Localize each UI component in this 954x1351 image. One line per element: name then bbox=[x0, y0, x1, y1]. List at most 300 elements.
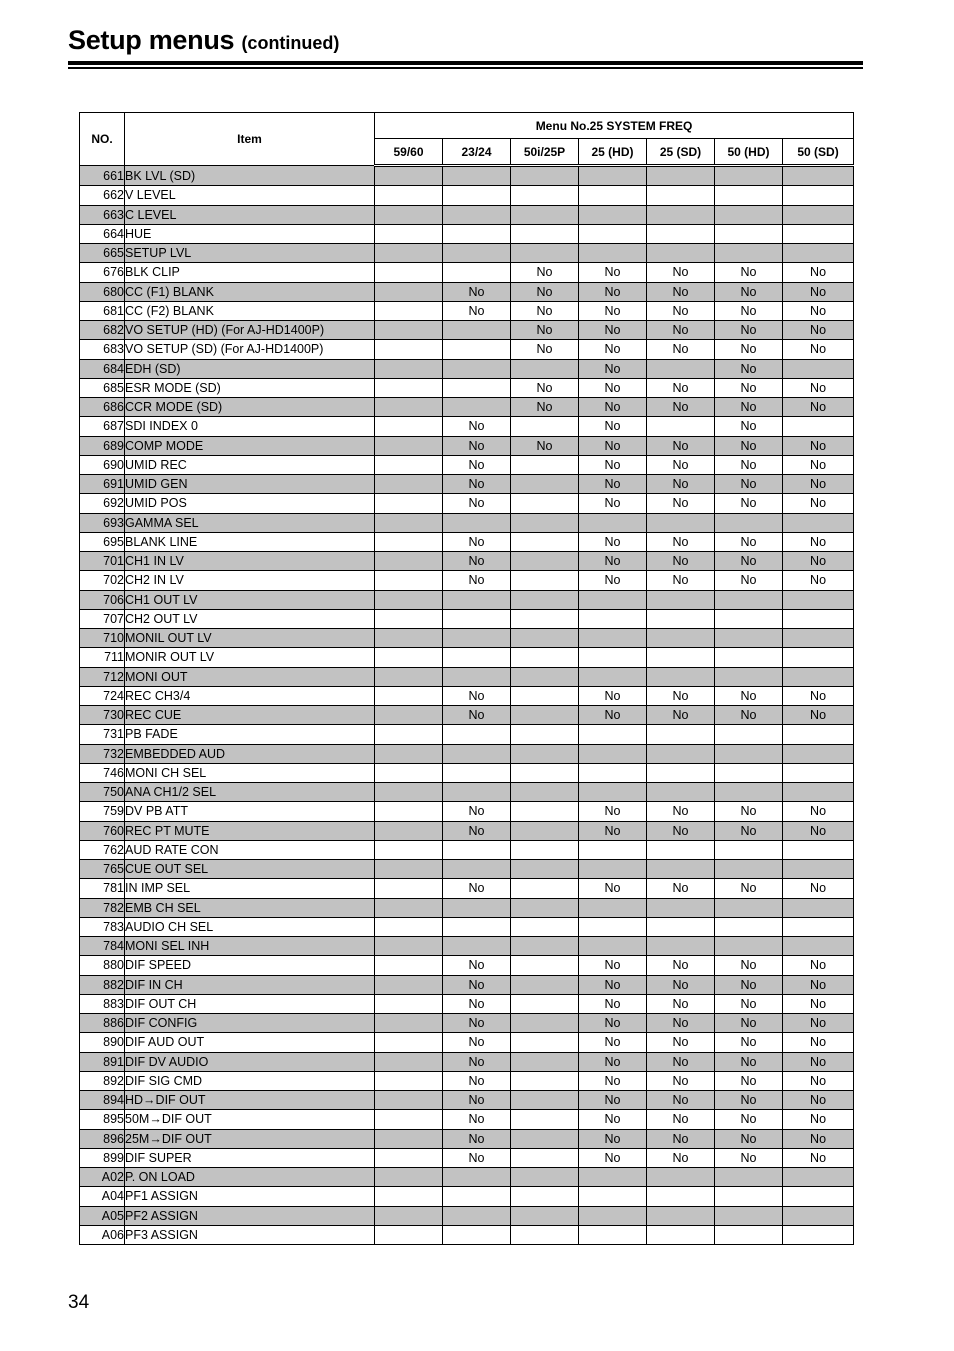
table-row bbox=[80, 725, 854, 744]
row-value bbox=[783, 166, 854, 186]
row-number: 883 bbox=[80, 994, 125, 1013]
row-number: 782 bbox=[80, 898, 125, 917]
table-row bbox=[80, 937, 854, 956]
row-value: No bbox=[579, 263, 647, 282]
row-number: A02 bbox=[80, 1168, 125, 1187]
row-value bbox=[715, 898, 783, 917]
row-value bbox=[715, 860, 783, 879]
row-number: 687 bbox=[80, 417, 125, 436]
row-value bbox=[511, 1225, 579, 1244]
table-row bbox=[80, 398, 854, 417]
row-value bbox=[783, 205, 854, 224]
row-value: No bbox=[715, 301, 783, 320]
row-item: DIF AUD OUT bbox=[125, 1033, 375, 1052]
row-value: No bbox=[783, 282, 854, 301]
row-value: No bbox=[647, 802, 715, 821]
row-value bbox=[511, 1206, 579, 1225]
row-value: No bbox=[715, 359, 783, 378]
table-row bbox=[80, 898, 854, 917]
row-value bbox=[443, 166, 511, 186]
row-value bbox=[375, 186, 443, 205]
row-value: No bbox=[579, 340, 647, 359]
row-value: No bbox=[579, 494, 647, 513]
row-value bbox=[375, 244, 443, 263]
row-number: 882 bbox=[80, 975, 125, 994]
row-value bbox=[579, 763, 647, 782]
row-value bbox=[443, 725, 511, 744]
row-value bbox=[375, 975, 443, 994]
row-value: No bbox=[783, 532, 854, 551]
row-value: No bbox=[647, 398, 715, 417]
row-value bbox=[783, 917, 854, 936]
row-value bbox=[579, 783, 647, 802]
row-number: 891 bbox=[80, 1052, 125, 1071]
row-value bbox=[511, 783, 579, 802]
row-value bbox=[375, 744, 443, 763]
row-value: No bbox=[783, 263, 854, 282]
row-item: EDH (SD) bbox=[125, 359, 375, 378]
row-value bbox=[647, 359, 715, 378]
row-value bbox=[783, 667, 854, 686]
table-row bbox=[80, 282, 854, 301]
row-value bbox=[375, 378, 443, 397]
page-title bbox=[68, 24, 339, 59]
row-value bbox=[375, 1129, 443, 1148]
row-value: No bbox=[647, 494, 715, 513]
row-value bbox=[715, 224, 783, 243]
row-number: A04 bbox=[80, 1187, 125, 1206]
row-item: COMP MODE bbox=[125, 436, 375, 455]
row-value: No bbox=[715, 1110, 783, 1129]
row-value bbox=[511, 840, 579, 859]
table-row bbox=[80, 763, 854, 782]
row-number: 664 bbox=[80, 224, 125, 243]
row-value: No bbox=[783, 475, 854, 494]
row-value: No bbox=[579, 552, 647, 571]
row-value bbox=[647, 1206, 715, 1225]
row-number: 730 bbox=[80, 706, 125, 725]
row-value bbox=[511, 956, 579, 975]
row-item: CUE OUT SEL bbox=[125, 860, 375, 879]
row-value bbox=[375, 1187, 443, 1206]
header-item: Item bbox=[125, 113, 375, 166]
row-value bbox=[375, 994, 443, 1013]
table-row bbox=[80, 1014, 854, 1033]
row-value bbox=[783, 244, 854, 263]
row-value bbox=[443, 340, 511, 359]
row-value: No bbox=[443, 821, 511, 840]
row-value bbox=[579, 224, 647, 243]
row-value bbox=[647, 609, 715, 628]
row-value: No bbox=[579, 1052, 647, 1071]
row-item: CH1 OUT LV bbox=[125, 590, 375, 609]
row-value bbox=[375, 359, 443, 378]
row-number: 702 bbox=[80, 571, 125, 590]
row-item: EMB CH SEL bbox=[125, 898, 375, 917]
title-rule-thick bbox=[68, 61, 863, 65]
row-value bbox=[375, 436, 443, 455]
row-value: No bbox=[715, 494, 783, 513]
row-value: No bbox=[511, 282, 579, 301]
table-row bbox=[80, 648, 854, 667]
row-value: No bbox=[715, 1052, 783, 1071]
row-value: No bbox=[443, 956, 511, 975]
row-number: 683 bbox=[80, 340, 125, 359]
row-value bbox=[715, 744, 783, 763]
row-number: 680 bbox=[80, 282, 125, 301]
row-value bbox=[783, 417, 854, 436]
row-value bbox=[375, 1225, 443, 1244]
row-item: 50M→DIF OUT bbox=[125, 1110, 375, 1129]
row-value bbox=[511, 648, 579, 667]
row-value bbox=[375, 205, 443, 224]
row-value bbox=[443, 1187, 511, 1206]
row-value: No bbox=[783, 1091, 854, 1110]
row-value bbox=[511, 417, 579, 436]
table-row bbox=[80, 552, 854, 571]
row-value bbox=[375, 879, 443, 898]
row-value bbox=[647, 648, 715, 667]
row-item: REC CUE bbox=[125, 706, 375, 725]
header-col-23-24: 23/24 bbox=[443, 139, 511, 166]
row-value bbox=[783, 744, 854, 763]
row-value: No bbox=[715, 398, 783, 417]
row-number: 784 bbox=[80, 937, 125, 956]
row-item: SETUP LVL bbox=[125, 244, 375, 263]
row-value: No bbox=[715, 802, 783, 821]
row-value: No bbox=[715, 1091, 783, 1110]
row-value: No bbox=[647, 821, 715, 840]
row-value bbox=[443, 378, 511, 397]
row-value: No bbox=[443, 282, 511, 301]
row-value: No bbox=[511, 398, 579, 417]
row-value bbox=[647, 667, 715, 686]
table-row bbox=[80, 475, 854, 494]
row-number: 746 bbox=[80, 763, 125, 782]
row-value bbox=[443, 1206, 511, 1225]
row-value bbox=[511, 879, 579, 898]
row-value: No bbox=[443, 1033, 511, 1052]
row-value bbox=[715, 763, 783, 782]
table-row bbox=[80, 513, 854, 532]
row-value bbox=[715, 667, 783, 686]
row-value: No bbox=[715, 436, 783, 455]
row-number: 695 bbox=[80, 532, 125, 551]
row-value bbox=[715, 166, 783, 186]
row-value bbox=[715, 205, 783, 224]
row-item: DIF SUPER bbox=[125, 1148, 375, 1167]
row-item: CH2 OUT LV bbox=[125, 609, 375, 628]
row-value bbox=[647, 590, 715, 609]
table-row bbox=[80, 205, 854, 224]
row-value bbox=[783, 1206, 854, 1225]
row-item: BK LVL (SD) bbox=[125, 166, 375, 186]
row-item: CH1 IN LV bbox=[125, 552, 375, 571]
row-value bbox=[375, 686, 443, 705]
row-value bbox=[511, 744, 579, 763]
table-row bbox=[80, 1187, 854, 1206]
row-value bbox=[511, 244, 579, 263]
table-row bbox=[80, 1129, 854, 1148]
row-value bbox=[647, 937, 715, 956]
row-value: No bbox=[647, 475, 715, 494]
row-number: 783 bbox=[80, 917, 125, 936]
row-value: No bbox=[715, 340, 783, 359]
row-value bbox=[783, 860, 854, 879]
table-row bbox=[80, 378, 854, 397]
row-number: 665 bbox=[80, 244, 125, 263]
table-row bbox=[80, 1225, 854, 1244]
row-value bbox=[375, 898, 443, 917]
row-number: 706 bbox=[80, 590, 125, 609]
row-item: DIF CONFIG bbox=[125, 1014, 375, 1033]
row-value bbox=[579, 667, 647, 686]
row-item: DIF SIG CMD bbox=[125, 1071, 375, 1090]
row-value bbox=[443, 1168, 511, 1187]
table-row bbox=[80, 244, 854, 263]
row-value bbox=[375, 590, 443, 609]
row-value bbox=[443, 321, 511, 340]
row-value bbox=[443, 763, 511, 782]
row-number: 759 bbox=[80, 802, 125, 821]
row-value bbox=[715, 917, 783, 936]
row-value bbox=[715, 1187, 783, 1206]
row-value: No bbox=[715, 686, 783, 705]
row-value bbox=[783, 590, 854, 609]
row-value: No bbox=[715, 417, 783, 436]
row-value bbox=[647, 629, 715, 648]
row-number: 676 bbox=[80, 263, 125, 282]
row-item: UMID REC bbox=[125, 455, 375, 474]
row-value bbox=[647, 1187, 715, 1206]
row-value bbox=[375, 840, 443, 859]
row-value bbox=[375, 166, 443, 186]
header-col-25-sd: 25 (SD) bbox=[647, 139, 715, 166]
row-value bbox=[375, 263, 443, 282]
row-value bbox=[783, 783, 854, 802]
row-value: No bbox=[443, 494, 511, 513]
row-value bbox=[511, 860, 579, 879]
row-value bbox=[647, 898, 715, 917]
row-value bbox=[715, 648, 783, 667]
table-row bbox=[80, 571, 854, 590]
row-value bbox=[579, 513, 647, 532]
row-number: 711 bbox=[80, 648, 125, 667]
row-value bbox=[579, 840, 647, 859]
row-value bbox=[375, 455, 443, 474]
row-value bbox=[375, 1110, 443, 1129]
row-value bbox=[715, 629, 783, 648]
row-value bbox=[511, 706, 579, 725]
table-row bbox=[80, 590, 854, 609]
row-value: No bbox=[579, 301, 647, 320]
row-value bbox=[375, 1071, 443, 1090]
row-value bbox=[375, 1168, 443, 1187]
row-value: No bbox=[647, 552, 715, 571]
row-item: VO SETUP (SD) (For AJ-HD1400P) bbox=[125, 340, 375, 359]
row-value bbox=[647, 840, 715, 859]
header-no: NO. bbox=[80, 113, 125, 166]
row-value bbox=[647, 205, 715, 224]
row-value bbox=[783, 186, 854, 205]
table-row bbox=[80, 1033, 854, 1052]
row-value: No bbox=[579, 821, 647, 840]
row-value bbox=[783, 359, 854, 378]
row-value: No bbox=[579, 956, 647, 975]
row-value: No bbox=[715, 321, 783, 340]
row-value: No bbox=[511, 301, 579, 320]
row-value bbox=[375, 802, 443, 821]
row-number: 701 bbox=[80, 552, 125, 571]
row-number: 765 bbox=[80, 860, 125, 879]
row-value: No bbox=[783, 552, 854, 571]
row-value bbox=[511, 917, 579, 936]
row-number: 892 bbox=[80, 1071, 125, 1090]
row-value bbox=[375, 1052, 443, 1071]
row-item: SDI INDEX 0 bbox=[125, 417, 375, 436]
row-number: A06 bbox=[80, 1225, 125, 1244]
row-number: 681 bbox=[80, 301, 125, 320]
row-item: GAMMA SEL bbox=[125, 513, 375, 532]
row-value bbox=[715, 1225, 783, 1244]
row-item: UMID GEN bbox=[125, 475, 375, 494]
table-row bbox=[80, 706, 854, 725]
row-item: MONI OUT bbox=[125, 667, 375, 686]
row-value: No bbox=[579, 802, 647, 821]
row-value: No bbox=[783, 1148, 854, 1167]
row-value: No bbox=[647, 301, 715, 320]
row-value: No bbox=[647, 1148, 715, 1167]
row-item: DV PB ATT bbox=[125, 802, 375, 821]
row-value: No bbox=[579, 378, 647, 397]
row-value: No bbox=[511, 340, 579, 359]
row-value: No bbox=[647, 994, 715, 1013]
row-value: No bbox=[579, 1148, 647, 1167]
row-value: No bbox=[647, 686, 715, 705]
row-value: No bbox=[443, 1052, 511, 1071]
table-row bbox=[80, 821, 854, 840]
row-value: No bbox=[443, 686, 511, 705]
row-value: No bbox=[783, 994, 854, 1013]
table-row bbox=[80, 301, 854, 320]
row-value bbox=[579, 898, 647, 917]
row-value bbox=[375, 860, 443, 879]
header-group: Menu No.25 SYSTEM FREQ bbox=[375, 113, 854, 139]
row-value bbox=[511, 1148, 579, 1167]
row-value: No bbox=[579, 994, 647, 1013]
row-value bbox=[579, 166, 647, 186]
table-row bbox=[80, 1206, 854, 1225]
row-value bbox=[647, 224, 715, 243]
row-value bbox=[579, 1225, 647, 1244]
row-number: 760 bbox=[80, 821, 125, 840]
row-value: No bbox=[443, 802, 511, 821]
row-value: No bbox=[443, 417, 511, 436]
row-value: No bbox=[783, 975, 854, 994]
row-value bbox=[783, 898, 854, 917]
row-value: No bbox=[443, 455, 511, 474]
row-value: No bbox=[443, 1129, 511, 1148]
row-value: No bbox=[783, 398, 854, 417]
row-item: DIF DV AUDIO bbox=[125, 1052, 375, 1071]
row-value: No bbox=[443, 532, 511, 551]
row-value: No bbox=[783, 1110, 854, 1129]
row-value bbox=[375, 224, 443, 243]
row-value bbox=[715, 840, 783, 859]
row-number: 880 bbox=[80, 956, 125, 975]
table-row bbox=[80, 1168, 854, 1187]
row-item: EMBEDDED AUD bbox=[125, 744, 375, 763]
row-item: AUD RATE CON bbox=[125, 840, 375, 859]
row-item: BLANK LINE bbox=[125, 532, 375, 551]
row-value: No bbox=[647, 956, 715, 975]
row-value bbox=[443, 744, 511, 763]
row-value: No bbox=[647, 1071, 715, 1090]
row-value bbox=[511, 494, 579, 513]
row-value bbox=[579, 1168, 647, 1187]
row-value: No bbox=[579, 532, 647, 551]
row-value bbox=[375, 513, 443, 532]
row-value bbox=[783, 648, 854, 667]
row-value: No bbox=[443, 994, 511, 1013]
row-value bbox=[511, 609, 579, 628]
row-value bbox=[511, 975, 579, 994]
row-value: No bbox=[715, 282, 783, 301]
row-value: No bbox=[783, 321, 854, 340]
row-value: No bbox=[647, 706, 715, 725]
row-number: 712 bbox=[80, 667, 125, 686]
row-value: No bbox=[647, 571, 715, 590]
row-value bbox=[715, 937, 783, 956]
table-row bbox=[80, 1071, 854, 1090]
row-value: No bbox=[647, 1033, 715, 1052]
row-value bbox=[715, 1206, 783, 1225]
row-value bbox=[443, 840, 511, 859]
row-value bbox=[715, 513, 783, 532]
row-value bbox=[579, 744, 647, 763]
row-number: 690 bbox=[80, 455, 125, 474]
row-value bbox=[375, 725, 443, 744]
table-row bbox=[80, 744, 854, 763]
row-item: HD→DIF OUT bbox=[125, 1091, 375, 1110]
page-number: 34 bbox=[68, 1292, 90, 1313]
row-value bbox=[579, 1187, 647, 1206]
row-value bbox=[443, 590, 511, 609]
row-item: CC (F2) BLANK bbox=[125, 301, 375, 320]
row-value bbox=[375, 1014, 443, 1033]
row-value: No bbox=[579, 282, 647, 301]
row-number: 895 bbox=[80, 1110, 125, 1129]
row-item: MONIR OUT LV bbox=[125, 648, 375, 667]
row-value: No bbox=[579, 1033, 647, 1052]
row-value bbox=[375, 571, 443, 590]
row-value bbox=[443, 205, 511, 224]
row-value: No bbox=[647, 1110, 715, 1129]
row-value: No bbox=[443, 1148, 511, 1167]
row-value bbox=[443, 513, 511, 532]
row-value bbox=[647, 244, 715, 263]
row-value bbox=[443, 917, 511, 936]
row-item: BLK CLIP bbox=[125, 263, 375, 282]
row-number: 686 bbox=[80, 398, 125, 417]
row-value bbox=[783, 609, 854, 628]
row-value bbox=[715, 609, 783, 628]
table-row bbox=[80, 860, 854, 879]
row-value: No bbox=[647, 975, 715, 994]
row-value bbox=[375, 706, 443, 725]
row-number: 692 bbox=[80, 494, 125, 513]
row-value bbox=[375, 301, 443, 320]
